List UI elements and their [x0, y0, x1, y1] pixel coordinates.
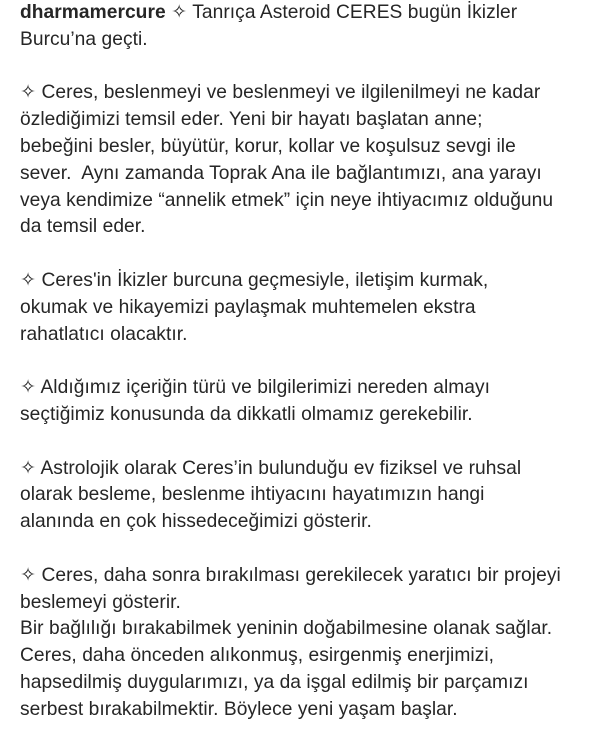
caption-line: da temsil eder.: [20, 216, 146, 238]
caption-line: özlediğimizi temsil eder. Yeni bir hayatı başlatan anne;: [20, 109, 483, 131]
caption-paragraph-3: [20, 375, 595, 429]
caption-line: [20, 563, 595, 590]
caption-paragraph-2: [20, 268, 595, 348]
sparkle-icon: ✧: [20, 269, 37, 291]
caption-text: Aldığımız içeriğin türü ve bilgilerimizi nereden almayı: [36, 377, 491, 399]
paragraph-gap: [20, 348, 595, 375]
caption-text: Astrolojik olarak Ceres’in bulunduğu ev fiziksel ve ruhsal: [36, 457, 522, 479]
paragraph-gap: [20, 536, 595, 563]
caption-line: bebeğini besler, büyütür, korur, kollar ve koşulsuz sevgi ile: [20, 135, 516, 157]
sparkle-icon: ✧: [171, 2, 188, 23]
caption-line: beslemeyi gösterir.: [20, 591, 181, 613]
caption-line: [20, 80, 595, 107]
caption-line: veya kendimize “annelik etmek” için neye ihtiyacımız olduğunu: [20, 189, 554, 211]
caption-line: [20, 268, 595, 295]
caption-paragraph-5: [20, 563, 595, 724]
paragraph-gap: [20, 54, 595, 81]
caption-line: [20, 375, 595, 402]
caption-line: [20, 0, 595, 27]
post-caption: [20, 0, 595, 724]
sparkle-icon: ✧: [20, 377, 37, 399]
username-link[interactable]: dharmamercure: [20, 2, 166, 23]
caption-line: sever. Aynı zamanda Toprak Ana ile bağlantımızı, ana yarayı: [20, 162, 542, 184]
caption-text: Ceres'in İkizler burcuna geçmesiyle, iletişim kurmak,: [36, 269, 489, 291]
caption-line: Ceres, daha önceden alıkonmuş, esirgenmiş enerjimizi,: [20, 645, 495, 667]
caption-line: Burcu’na geçti.: [20, 28, 148, 50]
caption-line: alanında en çok hissedeceğimizi gösterir.: [20, 511, 372, 533]
caption-line: [20, 456, 595, 483]
sparkle-icon: ✧: [20, 82, 37, 104]
caption-line: rahatlatıcı olacaktır.: [20, 323, 188, 345]
sparkle-icon: ✧: [20, 564, 37, 586]
caption-line: seçtiğimiz konusunda da dikkatli olmamız gerekebilir.: [20, 403, 473, 425]
caption-text: Ceres, daha sonra bırakılması gerekilecek yaratıcı bir projeyi: [36, 564, 561, 586]
caption-paragraph-1: [20, 80, 595, 241]
sparkle-icon: ✧: [20, 457, 37, 479]
caption-intro: [20, 0, 595, 54]
caption-line: Bir bağlılığı bırakabilmek yeninin doğabilmesine olanak sağlar.: [20, 618, 553, 640]
caption-line: serbest bırakabilmektir. Böylece yeni yaşam başlar.: [20, 698, 458, 720]
caption-line: okumak ve hikayemizi paylaşmak muhtemelen ekstra: [20, 296, 476, 318]
paragraph-gap: [20, 241, 595, 268]
caption-line: hapsedilmiş duygularımızı, ya da işgal edilmiş bir parçamızı: [20, 671, 529, 693]
caption-text: Ceres, beslenmeyi ve beslenmeyi ve ilgilenilmeyi ne kadar: [36, 82, 541, 104]
caption-paragraph-4: [20, 456, 595, 536]
paragraph-gap: [20, 429, 595, 456]
caption-text: Tanrıça Asteroid CERES bugün İkizler: [187, 2, 518, 23]
caption-line: olarak besleme, beslenme ihtiyacını hayatımızın hangi: [20, 484, 485, 506]
